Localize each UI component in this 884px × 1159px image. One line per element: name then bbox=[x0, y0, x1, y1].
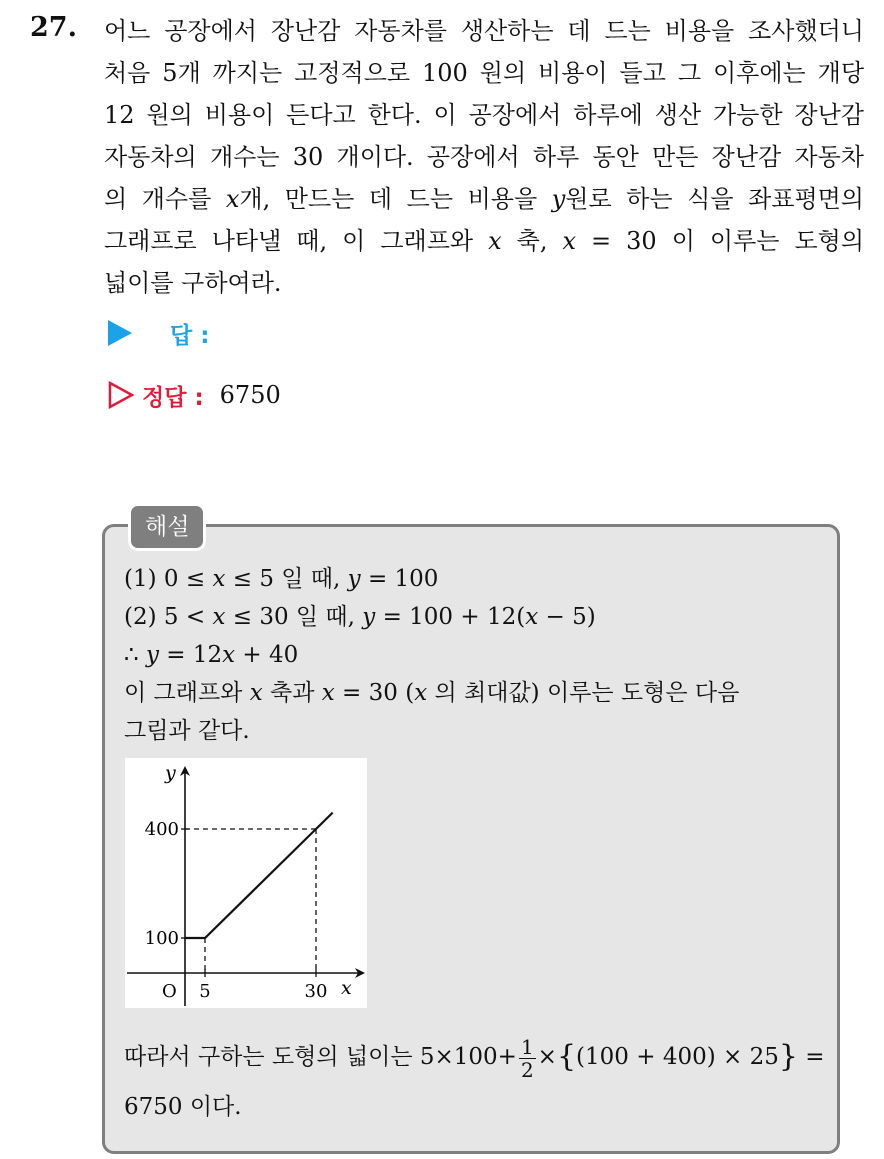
x-tick-label-30: 30 bbox=[304, 981, 328, 1002]
question-line: 12 원의 비용이 든다고 한다. 이 공장에서 하루에 생산 가능한 장난감 bbox=[104, 101, 864, 129]
correct-answer-value: 6750 bbox=[219, 381, 281, 409]
solution-step-5: 그림과 같다. bbox=[124, 718, 250, 744]
question-text bbox=[104, 10, 864, 304]
question-number: 27. bbox=[30, 12, 77, 43]
y-tick-label-100: 100 bbox=[144, 928, 179, 949]
question-line: 어느 공장에서 장난감 자동차를 생산하는 데 드는 비용을 조사했더니 bbox=[104, 17, 864, 45]
correct-answer-row bbox=[108, 378, 281, 412]
answer-label: 답 : bbox=[170, 322, 210, 349]
question-line: 자동차의 개수는 30 개이다. 공장에서 하루 동안 만든 장난감 자동차 bbox=[104, 143, 864, 171]
answer-row bbox=[108, 316, 209, 350]
question-line: 넓이를 구하여라. bbox=[104, 269, 282, 297]
fraction: $\frac{1}{2}$ bbox=[520, 1034, 534, 1082]
question-line: 처음 5개 까지는 고정적으로 100 원의 비용이 들고 그 이후에는 개당 bbox=[104, 59, 864, 87]
question-line: 의 개수를 x개, 만드는 데 드는 비용을 y원로 하는 식을 좌표평면의 bbox=[104, 185, 864, 213]
axis-ticks bbox=[145, 819, 328, 1002]
origin-label: O bbox=[162, 981, 177, 1002]
solution-step-2: (2) 5 < x ≤ 30 일 때, y = 100 + 12(x − 5) bbox=[124, 604, 596, 630]
graph-panel bbox=[125, 758, 367, 1008]
series-line bbox=[185, 813, 333, 938]
correct-answer-label: 정답 : bbox=[142, 384, 204, 411]
outline-play-icon bbox=[108, 381, 134, 409]
question-line: 그래프로 나타낼 때, 이 그래프와 x 축, x = 30 이 이루는 도형의 bbox=[104, 227, 864, 255]
solution-final: 따라서 구하는 도형의 넓이는 5×100+ $\frac{1}{2}$ ×{(100 + 400) × 25} = bbox=[124, 1034, 825, 1082]
play-icon bbox=[108, 320, 132, 346]
y-axis-label: y bbox=[165, 762, 176, 784]
solution-step-1: (1) 0 ≤ x ≤ 5 일 때, y = 100 bbox=[124, 566, 439, 592]
x-tick-label-5: 5 bbox=[199, 981, 211, 1002]
solution-step-3: ∴ y = 12x + 40 bbox=[124, 642, 299, 668]
x-axis-label: x bbox=[341, 977, 352, 999]
solution-step-4: 이 그래프와 x 축과 x = 30 (x 의 최대값) 이루는 도형은 다음 bbox=[124, 680, 740, 706]
guide-lines bbox=[185, 829, 316, 973]
solution-tab: 해설 bbox=[128, 503, 206, 551]
graph bbox=[125, 758, 367, 1008]
solution-final-2: 6750 이다. bbox=[124, 1094, 242, 1120]
y-tick-label-400: 400 bbox=[144, 819, 179, 840]
